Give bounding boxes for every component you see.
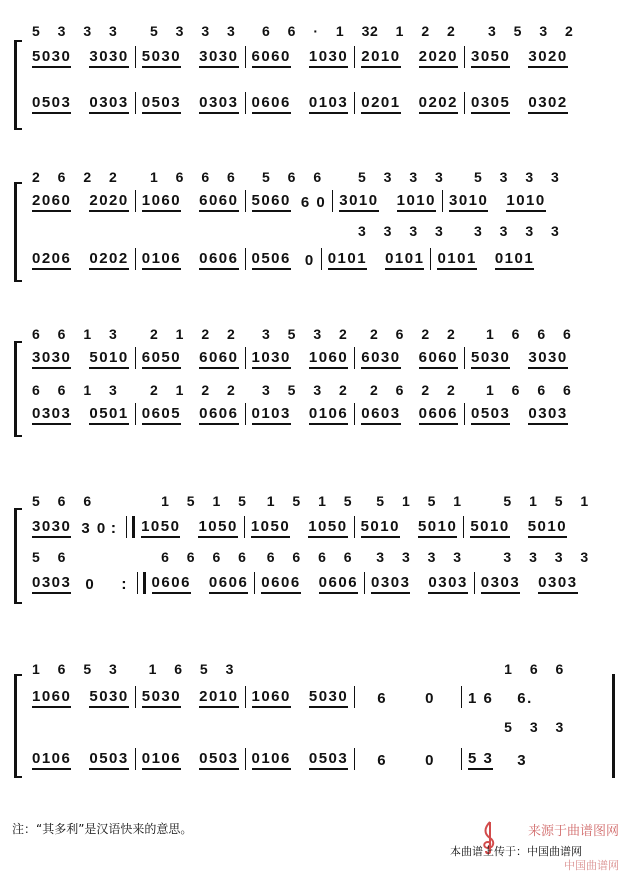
note-group: 5010 (418, 518, 457, 538)
system-3 (0, 325, 639, 435)
barline (135, 347, 136, 369)
note-group: 5010 (361, 518, 400, 538)
note-group: 0202 (89, 250, 128, 270)
note-group: 3030 (32, 518, 71, 538)
barline (245, 347, 246, 369)
note-group: 0603 (361, 405, 400, 425)
system-4 (0, 492, 639, 602)
note-group: 1050 (308, 518, 347, 538)
note-group: 5030 (309, 688, 348, 708)
upper-staff (32, 347, 611, 367)
annot: 6 6 6 6 (161, 549, 253, 565)
note-group: 5030 (142, 688, 181, 708)
note-group: 0303 (89, 94, 128, 114)
annot: 1 6 6 6 (486, 382, 578, 398)
annot: 1 5 1 5 (161, 493, 253, 509)
annot: 5 3 3 3 (474, 169, 566, 185)
note-group: 0106 (309, 405, 348, 425)
barline (461, 748, 462, 770)
note-group: 5010 (89, 349, 128, 369)
note-group: 0606 (199, 250, 238, 270)
annot: 1 6 6 6 (150, 169, 242, 185)
watermark-line-2: 中国曲谱网 (564, 859, 619, 872)
upload-credit: 本曲谱上传于：中国曲谱网 (450, 845, 582, 858)
barline (135, 190, 136, 212)
note-group: 0303 (528, 405, 567, 425)
system-1 (0, 22, 639, 128)
note-group: 3010 (339, 192, 378, 212)
annot: 3 5 3 2 (262, 326, 354, 342)
note-group: 1010 (397, 192, 436, 212)
barline (245, 686, 246, 708)
note-group: 1030 (309, 48, 348, 68)
note-group: 0606 (199, 405, 238, 425)
note-group: 0106 (252, 750, 291, 770)
note-group: 0103 (252, 405, 291, 425)
barline (135, 748, 136, 770)
barline (245, 46, 246, 68)
barline (354, 686, 355, 708)
barline (463, 516, 464, 538)
note-group: 1 6 (467, 690, 494, 707)
note-group: 0303 (32, 405, 71, 425)
final-barline (612, 674, 619, 778)
annot: 2 1 2 2 (150, 382, 242, 398)
annot: 5 3 3 3 (150, 23, 242, 39)
barline (354, 46, 355, 68)
annot: 5 1 5 1 (376, 493, 469, 509)
note-group: 3030 (89, 48, 128, 68)
watermark (528, 820, 619, 873)
note-group: 6060 (252, 48, 291, 68)
barline (430, 248, 431, 270)
annot: 3 3 3 3 (474, 223, 566, 239)
note-group: 5030 (32, 48, 71, 68)
barline (244, 516, 245, 538)
annot: 2 1 2 2 (370, 23, 462, 39)
note-group: 0503 (89, 750, 128, 770)
note-group: 0 (425, 752, 435, 769)
upper-staff (32, 516, 611, 536)
note-group: 6060 (199, 192, 238, 212)
system-brace (14, 341, 21, 437)
upper-annotation (32, 168, 611, 188)
barline (245, 748, 246, 770)
lower-staff (32, 403, 611, 423)
note-group: 0101 (385, 250, 424, 270)
note-group: 5010 (470, 518, 509, 538)
note-group: 0303 (199, 94, 238, 114)
barline (254, 572, 255, 594)
barline (364, 572, 365, 594)
note-group: 2010 (199, 688, 238, 708)
note-group: 6 0 (300, 194, 327, 211)
annot: 1 6 6 (504, 661, 571, 677)
note-group: 0 (304, 252, 315, 269)
repeat-barline (137, 572, 146, 594)
barline (245, 248, 246, 270)
note-group: 0101 (328, 250, 367, 270)
note-group: 2020 (89, 192, 128, 212)
barline (464, 46, 465, 68)
note-group: 2060 (32, 192, 71, 212)
note-group: 0606 (209, 574, 248, 594)
annot: 3 3 3 3 (358, 223, 450, 239)
upper-annotation (32, 660, 611, 680)
note-group: 0 (425, 690, 435, 707)
note-group: 5060 (252, 192, 291, 212)
note-group: 5030 (142, 48, 181, 68)
note-group: 0503 (32, 94, 71, 114)
annot: 2 6 2 2 (370, 326, 462, 342)
barline (332, 190, 333, 212)
note-group: 5030 (89, 688, 128, 708)
note-group: 1010 (506, 192, 545, 212)
note-group: 1060 (142, 192, 181, 212)
note-group: 3030 (32, 349, 71, 369)
lower-annotation (32, 381, 611, 401)
note-group: 6060 (419, 349, 458, 369)
barline (245, 92, 246, 114)
note-group: 0606 (252, 94, 291, 114)
barline (135, 686, 136, 708)
repeat-sign: : (121, 576, 127, 593)
barline (135, 403, 136, 425)
note-group: 3 0 (81, 520, 107, 537)
annot: 6 6 6 6 (266, 549, 359, 565)
barline (354, 748, 355, 770)
note-group: 0506 (252, 250, 291, 270)
note-group: 0605 (142, 405, 181, 425)
watermark-line-1: 来源于曲谱图网 (527, 824, 619, 839)
annot: 2 6 2 2 (32, 169, 124, 185)
note-group: 0206 (32, 250, 71, 270)
annot: 5 6 6 (262, 169, 329, 185)
upper-annotation (32, 22, 611, 42)
system-brace (14, 674, 21, 778)
annot: 2 6 2 2 (370, 382, 462, 398)
repeat-sign: : (110, 520, 117, 537)
upper-annotation (32, 325, 611, 345)
note-group: 6050 (142, 349, 181, 369)
note-group: 0606 (419, 405, 458, 425)
note-group: 0303 (371, 574, 410, 594)
annot: 3 3 3 3 (376, 549, 469, 565)
annot: 1 6 5 3 (32, 661, 124, 677)
note-group: 0101 (437, 250, 476, 270)
barline (354, 516, 355, 538)
note-group: 0101 (495, 250, 534, 270)
annot: 3 5 3 2 (262, 382, 354, 398)
barline (442, 190, 443, 212)
note-group: 0305 (471, 94, 510, 114)
barline (461, 686, 462, 708)
annot: 3 3 3 3 (503, 549, 596, 565)
note-group: 1060 (252, 688, 291, 708)
note-group: 0302 (528, 94, 567, 114)
lower-staff (32, 92, 611, 112)
barline (245, 403, 246, 425)
note-group: 0503 (471, 405, 510, 425)
upper-staff (32, 190, 611, 210)
annot: 2 1 2 2 (150, 326, 242, 342)
note-group: 0103 (309, 94, 348, 114)
note-group: 6 (377, 690, 388, 707)
lower-annotation (32, 718, 611, 738)
barline (354, 403, 355, 425)
barline (135, 92, 136, 114)
annot: 1 6 6 6 (486, 326, 578, 342)
system-brace (14, 40, 21, 130)
note-group: 1050 (198, 518, 237, 538)
barline (321, 248, 322, 270)
lower-annotation (32, 222, 611, 242)
note-group: 0 (85, 576, 96, 593)
annot: 5 3 3 3 (358, 169, 450, 185)
note-group: 3020 (528, 48, 567, 68)
note-group: 3 (517, 752, 528, 769)
note-group: 0303 (32, 574, 71, 594)
footnote: 注：“其多利”是汉语快来的意思。 (12, 822, 193, 836)
barline (464, 92, 465, 114)
system-2 (0, 168, 639, 278)
annot: 5 1 5 1 (503, 493, 596, 509)
note-group: 3010 (449, 192, 488, 212)
note-group: 3030 (199, 48, 238, 68)
note-group: 0202 (419, 94, 458, 114)
note-group: 6. (517, 690, 533, 707)
annot: 5 6 (32, 549, 73, 565)
note-group: 6060 (199, 349, 238, 369)
note-group: 0501 (89, 405, 128, 425)
note-group: 0503 (142, 94, 181, 114)
system-brace (14, 508, 21, 604)
barline (354, 347, 355, 369)
note-group: 5 3 (468, 750, 493, 770)
annot: 5 3 3 3 (32, 23, 124, 39)
note-group: 0606 (261, 574, 300, 594)
note-group: 6030 (361, 349, 400, 369)
note-group: 0106 (142, 250, 181, 270)
annot: 1 5 1 5 (266, 493, 359, 509)
note-group: 1030 (252, 349, 291, 369)
note-group: 0303 (428, 574, 467, 594)
lower-annotation (32, 548, 611, 568)
barline (354, 92, 355, 114)
note-group: 0606 (152, 574, 191, 594)
note-group: 2020 (419, 48, 458, 68)
annot: 3 5 3 2 (488, 23, 580, 39)
system-brace (14, 182, 21, 282)
system-5 (0, 660, 639, 780)
note-group: 0606 (319, 574, 358, 594)
note-group: 1060 (32, 688, 71, 708)
barline (135, 46, 136, 68)
annot: 6 6 · 1 3 (262, 23, 377, 39)
barline (135, 248, 136, 270)
note-group: 0503 (199, 750, 238, 770)
barline (474, 572, 475, 594)
annot: 6 6 1 3 (32, 382, 124, 398)
note-group: 0201 (361, 94, 400, 114)
note-group: 3050 (471, 48, 510, 68)
note-group: 0503 (309, 750, 348, 770)
note-group: 1060 (309, 349, 348, 369)
barline (464, 347, 465, 369)
note-group: 1050 (141, 518, 180, 538)
annot: 5 6 6 (32, 493, 99, 509)
note-group: 5030 (471, 349, 510, 369)
note-group: 0106 (32, 750, 71, 770)
annot: 6 6 1 3 (32, 326, 124, 342)
annot: 5 3 3 (504, 719, 571, 735)
upper-annotation (32, 492, 611, 512)
note-group: 3030 (528, 349, 567, 369)
note-group: 5010 (528, 518, 567, 538)
upper-staff (32, 46, 611, 66)
note-group: 6 (377, 752, 388, 769)
note-group: 0106 (142, 750, 181, 770)
upper-staff (32, 686, 611, 706)
note-group: 0303 (481, 574, 520, 594)
lower-staff (32, 248, 611, 268)
note-group: 1050 (251, 518, 290, 538)
lower-staff (32, 572, 611, 592)
barline (245, 190, 246, 212)
note-group: 2010 (361, 48, 400, 68)
annot: 1 6 5 3 (148, 661, 241, 677)
repeat-barline (126, 516, 135, 538)
lower-staff (32, 748, 611, 768)
barline (464, 403, 465, 425)
note-group: 0303 (538, 574, 577, 594)
